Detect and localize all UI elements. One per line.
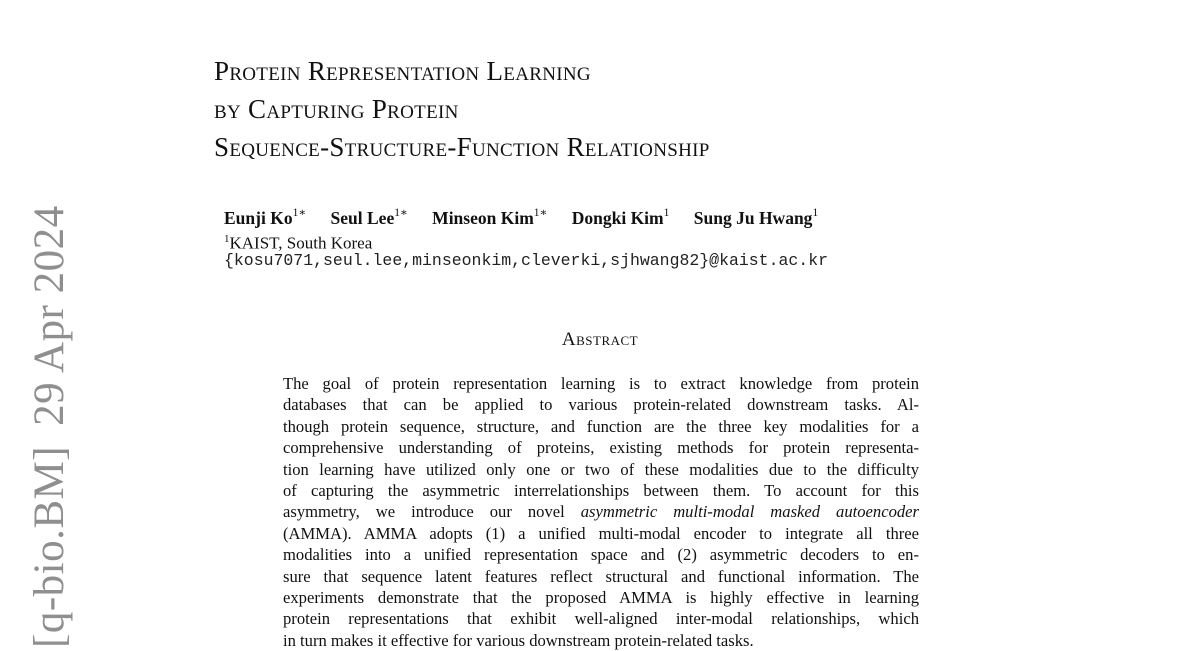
author-emails: {kosu7071,seul.lee,minseonkim,cleverki,sjhwang82}@kaist.ac.kr xyxy=(224,251,828,270)
paper-title xyxy=(214,52,974,166)
abstract-line: sure that sequence latent features reflect structural and functional information. The xyxy=(283,566,919,586)
abstract-line: experiments demonstrate that the proposed AMMA is highly effective in learning xyxy=(283,588,919,608)
abstract-line-with-emphasis xyxy=(283,501,919,522)
abstract-body xyxy=(283,373,919,651)
author xyxy=(224,208,306,228)
abstract-line: tion learning have utilized only one or two of these modalities due to the difficulty xyxy=(283,459,919,479)
author xyxy=(572,208,670,228)
abstract-line: comprehensive understanding of proteins, existing methods for protein representa- xyxy=(283,438,919,458)
author-name: Seul Lee xyxy=(330,207,395,228)
arxiv-category: [q-bio.BM] xyxy=(26,445,73,648)
title-line-1: Protein Representation Learning xyxy=(214,56,591,86)
arxiv-identifier-stamp xyxy=(28,205,71,648)
author-affiliation-mark: 1∗ xyxy=(292,207,307,219)
author-name: Dongki Kim xyxy=(571,207,664,228)
arxiv-date: 29 Apr 2024 xyxy=(26,205,73,426)
abstract-line: though protein sequence, structure, and function are the three key modalities for a xyxy=(283,416,919,436)
author-affiliation-mark: 1 xyxy=(812,207,819,219)
abstract-line: modalities into a unified representation space and (2) asymmetric decoders to en- xyxy=(283,545,919,565)
abstract-line: of capturing the asymmetric interrelationships between them. To account for this xyxy=(283,481,919,501)
abstract-line: (AMMA). AMMA adopts (1) a unified multi-modal encoder to integrate all three xyxy=(283,523,919,543)
author-affiliation-mark: 1 xyxy=(663,207,670,219)
abstract-line: in turn makes it effective for various downstream protein-related tasks. xyxy=(283,630,754,650)
author xyxy=(331,208,408,228)
abstract-line: databases that can be applied to various protein-related downstream tasks. Al- xyxy=(283,395,919,415)
author-name: Minseon Kim xyxy=(432,207,534,228)
author-name: Eunji Ko xyxy=(224,207,293,228)
author-affiliation-mark: 1∗ xyxy=(533,207,548,219)
title-line-2: by Capturing Protein xyxy=(214,94,459,124)
author-name: Sung Ju Hwang xyxy=(693,207,813,228)
author xyxy=(432,208,547,228)
abstract-line: protein representations that exhibit well-aligned inter-modal relationships, which xyxy=(283,609,919,629)
author-list xyxy=(224,203,818,229)
author-affiliation-mark: 1∗ xyxy=(394,207,408,219)
abstract-heading: Abstract xyxy=(561,329,639,350)
title-line-3: Sequence-Structure-Function Relationship xyxy=(214,132,710,162)
affiliation-name: KAIST, South Korea xyxy=(229,233,373,253)
affiliation-mark: 1 xyxy=(224,233,230,245)
abstract-line-text: asymmetry, we introduce our novel xyxy=(283,502,581,522)
abstract-line: The goal of protein representation learning is to extract knowledge from protein xyxy=(283,374,919,393)
abstract-emphasis: asymmetric multi-modal masked autoencoder xyxy=(580,502,919,522)
author xyxy=(694,208,818,228)
